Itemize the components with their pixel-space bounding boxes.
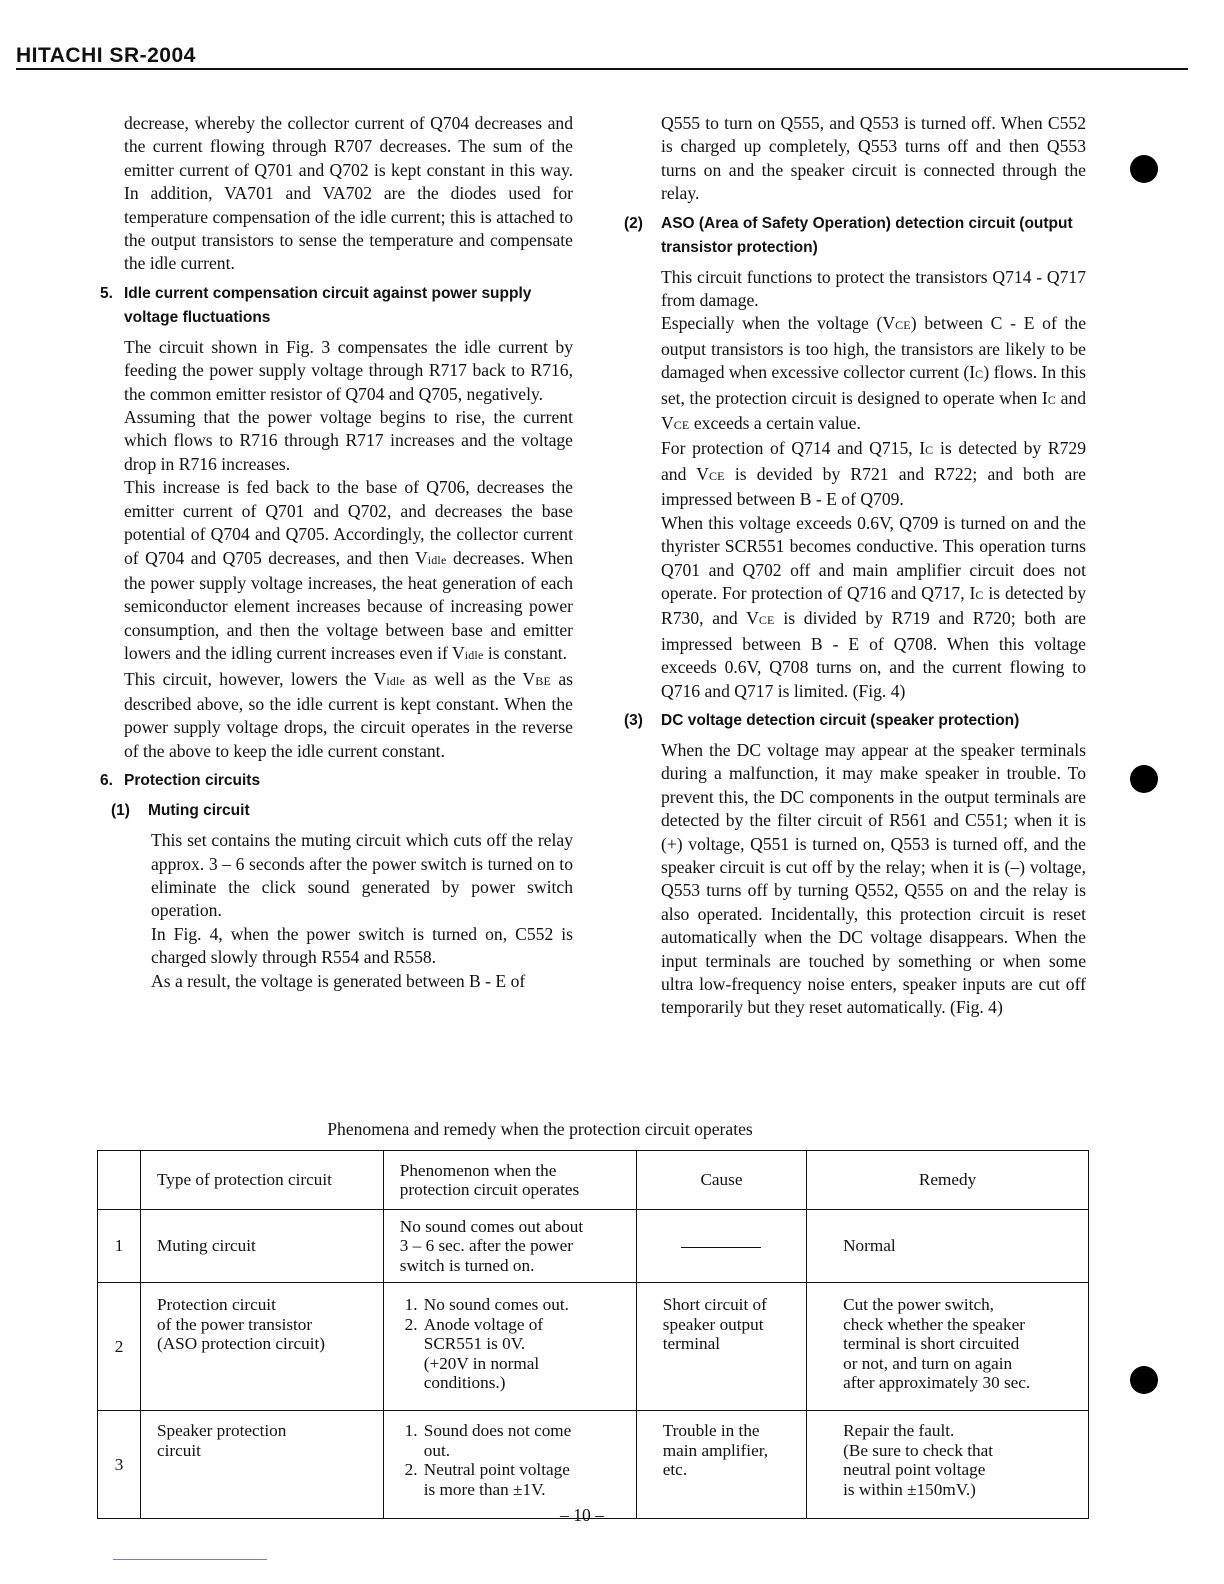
muting-paragraph-3: As a result, the voltage is generated between B - E of bbox=[151, 970, 526, 991]
ce-subscript: CE bbox=[708, 468, 725, 483]
ce-subscript: CE bbox=[895, 318, 911, 333]
table-row bbox=[98, 1411, 1089, 1519]
subsection-3-heading bbox=[624, 709, 1086, 733]
header-type-cell: Type of protection circuit bbox=[141, 1151, 384, 1210]
list-item bbox=[422, 1295, 628, 1315]
header-remedy-cell: Remedy bbox=[807, 1151, 1089, 1210]
remedy-cell: Normal bbox=[807, 1210, 1089, 1283]
list-item bbox=[422, 1421, 628, 1460]
section-6-number: 6. bbox=[100, 772, 113, 790]
header-phenomenon-cell bbox=[383, 1151, 636, 1210]
aso-paragraph-2 bbox=[661, 312, 1086, 437]
cell-line: is within ±150mV.) bbox=[843, 1479, 976, 1499]
subsection-3-number: (3) bbox=[624, 711, 643, 729]
binder-hole-middle bbox=[1130, 765, 1158, 793]
subsection-2-number: (2) bbox=[624, 214, 643, 232]
subsection-1-heading bbox=[111, 799, 573, 823]
cell-line: Protection circuit bbox=[157, 1295, 276, 1314]
cell-line: etc. bbox=[662, 1460, 688, 1479]
cell-line: Short circuit of bbox=[662, 1295, 767, 1314]
cell-line: after approximately 30 sec. bbox=[843, 1373, 1031, 1392]
text-run: is detected by R729 and V bbox=[661, 438, 1086, 484]
footer-rule bbox=[113, 1559, 267, 1560]
cell-line: terminal bbox=[662, 1334, 721, 1353]
v-symbol: V bbox=[373, 668, 387, 689]
text-run: This circuit, however, lowers the bbox=[124, 668, 374, 689]
type-cell: Muting circuit bbox=[141, 1210, 384, 1283]
right-column bbox=[624, 112, 1087, 1020]
subsection-2-heading bbox=[624, 212, 1086, 260]
text-run: When this voltage exceeds 0.6V, Q709 is turned on and the thyrister SCR551 becomes conductive. This operation turns Q701 and Q702 off and main amplifier circuit does not operate. For protection of Q716 and Q717, I bbox=[661, 512, 1086, 603]
text-run: is detected by R730, and V bbox=[661, 582, 1086, 629]
header-cause-cell: Cause bbox=[636, 1151, 806, 1210]
text-run: is constant. bbox=[483, 643, 568, 664]
text-run: For protection of Q714 and Q715, I bbox=[661, 438, 926, 459]
aso-paragraph-1: This circuit functions to protect the transistors Q714 - Q717 from damage. bbox=[661, 266, 1086, 311]
binder-hole-bottom bbox=[1130, 1366, 1158, 1394]
phenomenon-cell bbox=[383, 1411, 636, 1519]
c-subscript: C bbox=[975, 587, 984, 602]
cell-line: Repair the fault. bbox=[843, 1421, 955, 1440]
binder-hole-top bbox=[1130, 155, 1158, 183]
continuation-paragraph: Q555 to turn on Q555, and Q553 is turned off. When C552 is charged up completely, Q553 turns off and then Q553 turns on and the speaker circuit is connected through the relay. bbox=[661, 113, 1086, 204]
row-number: 3 bbox=[98, 1411, 141, 1519]
cell-line: SCR551 is 0V. bbox=[423, 1334, 526, 1353]
text-run: decreases. When the power supply voltage increases, the heat generation of each semiconductor element increases because of increasing power consumption, and then the voltage between base and emitter lowers and the idling current increases even if bbox=[124, 547, 573, 664]
idle-subscript: idle bbox=[464, 648, 484, 663]
table-row bbox=[98, 1210, 1089, 1283]
remedy-cell bbox=[807, 1411, 1089, 1519]
section-5-number: 5. bbox=[100, 284, 113, 302]
list-item bbox=[422, 1315, 628, 1393]
section-5-paragraph-4 bbox=[124, 668, 573, 764]
section-5-title: Idle current compensation circuit against power supply voltage fluctuations bbox=[124, 284, 532, 326]
c-subscript: C bbox=[1047, 392, 1056, 407]
cell-line: circuit bbox=[157, 1440, 201, 1460]
cell-line: check whether the speaker bbox=[843, 1314, 1025, 1334]
text-run: as described above, so the idle current is kept constant. When the power supply voltage drops, the circuit operates in the reverse of the above to keep the idle current constant. bbox=[124, 668, 573, 761]
cell-line: 3 – 6 sec. after the power bbox=[399, 1236, 574, 1256]
cell-line: conditions.) bbox=[423, 1373, 506, 1392]
cell-line: No sound comes out. bbox=[423, 1295, 569, 1314]
muting-paragraph-1: This set contains the muting circuit which cuts off the relay approx. 3 – 6 seconds after the power switch is turned on to eliminate the click sound generated by power switch operation. bbox=[151, 830, 573, 921]
phenomenon-list bbox=[400, 1421, 628, 1499]
cell-line: Speaker protection bbox=[157, 1421, 287, 1440]
section-6-heading bbox=[100, 769, 573, 793]
section-5-heading bbox=[100, 282, 573, 330]
be-subscript: BE bbox=[535, 673, 551, 688]
type-cell bbox=[141, 1283, 384, 1411]
subsection-3-title: DC voltage detection circuit (speaker protection) bbox=[661, 711, 1020, 729]
header-number-cell bbox=[98, 1151, 141, 1210]
text-run: is divided by R719 and R720; both are impressed between B - E of Q708. When this voltage exceeds 0.6V, Q708 turns on, and the current flowing to Q716 and Q717 is limited. (Fig. 4) bbox=[661, 608, 1086, 701]
v-symbol: V bbox=[414, 547, 428, 568]
dash-rule bbox=[681, 1247, 761, 1248]
c-subscript: C bbox=[925, 443, 934, 458]
page-header-title: HITACHI SR-2004 bbox=[16, 44, 196, 67]
subsection-1-number: (1) bbox=[111, 802, 130, 820]
cause-cell bbox=[636, 1411, 806, 1519]
phenomenon-cell bbox=[383, 1210, 636, 1283]
cell-line: neutral point voltage bbox=[843, 1460, 986, 1479]
text-run: Especially when the voltage (V bbox=[661, 313, 896, 334]
cause-cell bbox=[636, 1283, 806, 1411]
cell-line: 1. Sound does not come bbox=[423, 1421, 572, 1440]
cell-line: switch is turned on. bbox=[399, 1255, 535, 1275]
header-phenomenon-line: protection circuit operates bbox=[399, 1180, 580, 1199]
table-caption: Phenomena and remedy when the protection circuit operates bbox=[327, 1119, 753, 1139]
row-number: 1 bbox=[98, 1210, 141, 1283]
cell-line: is more than ±1V. bbox=[423, 1479, 546, 1499]
header-phenomenon-line: Phenomenon when the bbox=[399, 1160, 557, 1180]
cell-line: (ASO protection circuit) bbox=[157, 1334, 326, 1353]
text-run: and V bbox=[661, 387, 1086, 434]
dc-paragraph-1: When the DC voltage may appear at the speaker terminals during a malfunction, it may make speaker in trouble. To prevent this, the DC components in the output terminals are detected by the filter circuit of R561 and C551; when it is (+) voltage, Q551 is turned on, Q553 is turned off, and the speaker circuit is cut off by the relay; when it is (–) voltage, Q553 turns off by turning Q552, Q555 on and the relay is also operated. Incidentally, this protection circuit is reset automatically when the DC voltage disappears. When the input terminals are touched by something or when some ultra low-frequency noise enters, speaker inputs are cut off temporarily but they reset automatically. (Fig. 4) bbox=[661, 739, 1086, 1018]
text-run: is devided by R721 and R722; and both are impressed between B - E of Q709. bbox=[661, 463, 1086, 510]
text-run: This increase is fed back to the base of Q706, decreases the emitter current of Q701 and Q702, and decreases the base potential of Q704 and Q705. Accordingly, the collector current of Q704 and Q705 decreases, and then bbox=[124, 477, 573, 568]
cell-line: 2. Anode voltage of bbox=[423, 1314, 544, 1334]
idle-subscript: idle bbox=[427, 552, 447, 567]
cell-line: Cut the power switch, bbox=[843, 1295, 994, 1314]
remedy-cell bbox=[807, 1283, 1089, 1411]
v-symbol: V bbox=[451, 643, 465, 664]
table-header-row bbox=[98, 1151, 1089, 1210]
cell-line: main amplifier, bbox=[662, 1440, 769, 1460]
cell-line: terminal is short circuited bbox=[843, 1334, 1020, 1353]
c-subscript: C bbox=[975, 367, 984, 382]
phenomenon-cell bbox=[383, 1283, 636, 1411]
protection-table bbox=[97, 1150, 1089, 1519]
page-number: – 10 – bbox=[560, 1505, 604, 1525]
cell-line: Trouble in the bbox=[662, 1421, 760, 1440]
section-5-paragraph-1: The circuit shown in Fig. 3 compensates the idle current by feeding the power supply voltage through R717 back to R716, the common emitter resistor of Q704 and Q705, negatively. bbox=[124, 336, 573, 404]
cell-line: or not, and turn on again bbox=[843, 1353, 1013, 1373]
text-run: ) flows. In this set, the protection circuit is designed to operate when I bbox=[661, 362, 1087, 408]
intro-paragraph: decrease, whereby the collector current of Q704 decreases and the current flowing through R707 decreases. The sum of the emitter current of Q701 and Q702 is kept constant in this way. In addition, VA701 and VA702 are the diodes used for temperature compensation of the idle current; this is attached to the output transistors to sense the temperature and compensate the idle current. bbox=[124, 113, 573, 274]
phenomenon-list bbox=[400, 1295, 628, 1393]
cell-line: (Be sure to check that bbox=[843, 1440, 993, 1460]
cell-line: speaker output bbox=[662, 1314, 764, 1334]
cause-cell bbox=[636, 1210, 806, 1283]
left-column bbox=[100, 112, 573, 993]
cell-line: No sound comes out about bbox=[399, 1216, 584, 1236]
ce-subscript: CE bbox=[758, 613, 775, 628]
subsection-1-title: Muting circuit bbox=[148, 802, 250, 820]
muting-paragraph-2: In Fig. 4, when the power switch is turned on, C552 is charged slowly through R554 and R558. bbox=[151, 923, 573, 968]
section-6-title: Protection circuits bbox=[124, 772, 261, 790]
text-run: exceeds a certain value. bbox=[689, 413, 861, 434]
cell-line: 2. Neutral point voltage bbox=[423, 1460, 570, 1479]
row-number: 2 bbox=[98, 1283, 141, 1411]
cell-line: of the power transistor bbox=[157, 1314, 313, 1334]
aso-paragraph-4 bbox=[661, 512, 1086, 703]
table-row bbox=[98, 1283, 1089, 1411]
cell-line: (+20V in normal bbox=[423, 1353, 540, 1373]
ce-subscript: CE bbox=[673, 418, 690, 433]
type-cell bbox=[141, 1411, 384, 1519]
text-run: ) between C - E of the output transistors is too high, the transistors are likely to be damaged when excessive collector current (I bbox=[661, 313, 1086, 383]
list-item bbox=[422, 1460, 628, 1499]
cell-line: out. bbox=[423, 1440, 451, 1460]
subsection-2-title: ASO (Area of Safety Operation) detection circuit (output transistor protection) bbox=[661, 214, 1073, 256]
idle-subscript: idle bbox=[386, 673, 406, 688]
header-rule bbox=[16, 68, 1188, 70]
v-symbol: V bbox=[522, 668, 536, 689]
section-5-paragraph-2: Assuming that the power voltage begins to rise, the current which flows to R716 through R717 increases and the voltage drop in R716 increases. bbox=[124, 407, 573, 474]
subsection-1-body bbox=[151, 829, 573, 993]
section-5-paragraph-3 bbox=[124, 476, 573, 667]
text-run: as well as the bbox=[405, 668, 523, 689]
aso-paragraph-3 bbox=[661, 437, 1086, 511]
